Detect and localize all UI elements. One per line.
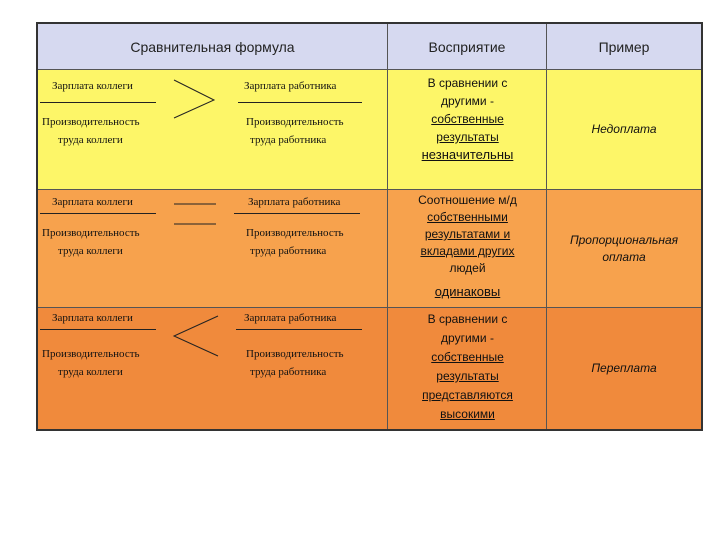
- header-formula: [38, 24, 388, 70]
- row1-perception-line-3: собственные: [431, 112, 504, 126]
- row3-perception-line-6: высокими: [440, 407, 495, 421]
- comparison-table: [36, 22, 703, 431]
- row3-colleague-salary: Зарплата коллеги: [52, 312, 133, 324]
- row3-perception-line-5: представляются: [422, 388, 513, 402]
- row2-colleague-productivity: Производительность: [42, 227, 140, 239]
- row3-perception-line-1: В сравнении с: [427, 312, 508, 326]
- row2-worker-salary: Зарплата работника: [248, 196, 341, 208]
- row3-colleague-productivity: Производительность: [42, 348, 140, 360]
- row3-worker-productivity: Производительность: [246, 348, 344, 360]
- row3-worker-salary: Зарплата работника: [244, 312, 337, 324]
- row2-formula-cell: [38, 190, 388, 308]
- row2-example-cell: [547, 190, 701, 308]
- row2-perception-cell: [388, 190, 547, 308]
- row1-perception-line-2: другими -: [441, 94, 494, 108]
- row3-perception-line-3: собственные: [431, 350, 504, 364]
- row1-worker-salary: Зарплата работника: [244, 80, 337, 92]
- row3-worker-productivity-2: труда работника: [250, 366, 327, 378]
- header-example: [547, 24, 701, 70]
- row1-example-label: Недоплата: [591, 122, 657, 136]
- row2-example-label: Пропорциональная оплата: [569, 232, 679, 264]
- row2-perception-line-1: Соотношение м/д: [418, 193, 517, 207]
- header-formula-label: Сравнительная формула: [130, 38, 295, 55]
- row2-perception-line-2: собственными: [427, 210, 508, 224]
- row1-worker-fraction-line: [238, 102, 362, 103]
- header-example-label: Пример: [598, 38, 650, 55]
- header-perception-label: Восприятие: [428, 38, 506, 55]
- row3-example-label: Переплата: [591, 361, 657, 375]
- row1-colleague-productivity-2: труда коллеги: [58, 134, 123, 146]
- row3-perception-cell: [388, 308, 547, 429]
- equals-symbol: [174, 202, 218, 226]
- row3-formula-cell: [38, 308, 388, 429]
- row1-colleague-fraction-line: [40, 102, 156, 103]
- row3-perception-line-4: результаты: [436, 369, 499, 383]
- row3-perception-line-2: другими -: [441, 331, 494, 345]
- row3-example-cell: [547, 308, 701, 429]
- row2-colleague-salary: Зарплата коллеги: [52, 196, 133, 208]
- row3-colleague-productivity-2: труда коллеги: [58, 366, 123, 378]
- row1-example-cell: [547, 70, 701, 190]
- row3-colleague-fraction-line: [40, 329, 156, 330]
- row2-worker-productivity-2: труда работника: [250, 245, 327, 257]
- row2-worker-productivity: Производительность: [246, 227, 344, 239]
- header-perception: [388, 24, 547, 70]
- row2-perception-text: [388, 192, 547, 300]
- row1-colleague-salary: Зарплата коллеги: [52, 80, 133, 92]
- row3-worker-fraction-line: [236, 329, 362, 330]
- row1-worker-productivity: Производительность: [246, 116, 344, 128]
- greater-than-symbol: [174, 78, 218, 120]
- row1-perception-line-4: результаты: [436, 130, 499, 144]
- less-than-symbol: [172, 314, 220, 358]
- row1-perception-cell: [388, 70, 547, 190]
- row2-perception-line-6: одинаковы: [434, 284, 501, 299]
- row1-perception-line-1: В сравнении с: [427, 76, 508, 90]
- row2-perception-line-3: результатами и: [424, 227, 511, 241]
- row1-colleague-productivity: Производительность: [42, 116, 140, 128]
- row2-colleague-fraction-line: [40, 213, 156, 214]
- row2-perception-line-4: вкладами других: [420, 244, 515, 258]
- row2-worker-fraction-line: [234, 213, 360, 214]
- row3-perception-text: [388, 310, 547, 424]
- row2-colleague-productivity-2: труда коллеги: [58, 245, 123, 257]
- row1-perception-text: [388, 74, 547, 164]
- row1-worker-productivity-2: труда работника: [250, 134, 327, 146]
- row2-perception-line-5: людей: [449, 261, 486, 275]
- row1-formula-cell: [38, 70, 388, 190]
- row1-perception-line-5: незначительны: [421, 147, 514, 162]
